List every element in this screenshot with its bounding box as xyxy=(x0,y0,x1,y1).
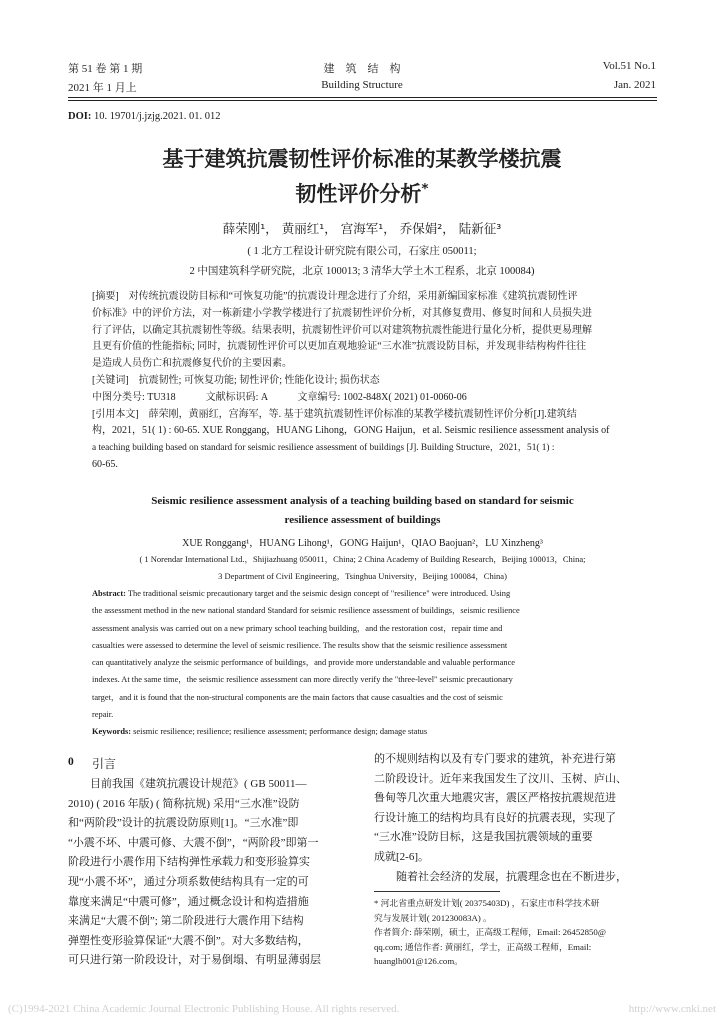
citation-line: a teaching building based on standard for seismic resilience assessment of buildings [J]. Building Structure，2021，51( 1) : xyxy=(92,443,555,454)
english-abstract-label: Abstract: xyxy=(92,589,126,598)
english-abstract-line: target，and it is found that the non-structural components are the main factors that cause casualties and the cost of seismic xyxy=(92,692,503,702)
body-line: “小震不坏、中震可修、大震不倒”，“两阶段”即第一 xyxy=(68,836,319,849)
body-line: 随着社会经济的发展，抗震理念也在不断进步， xyxy=(374,870,627,883)
body-left-column xyxy=(68,775,350,971)
english-abstract-line: Abstract: The traditional seismic precautionary target and the seismic design concept of "resilience" were introduced. Using xyxy=(92,589,511,598)
citation-line: 构，2021，51( 1) : 60-65. XUE Ronggang，HUANG Lihong，GONG Haijun，et al. Seismic resilience assessment analysis of xyxy=(92,425,610,437)
header-date-cn: 2021 年 1 月上 xyxy=(68,82,137,94)
footnote-line: 究与发展计划( 201230083A) 。 xyxy=(374,912,492,923)
citation-line: [引用本文] 薛荣刚，黄丽红，宫海军，等. 基于建筑抗震韧性评价标准的某教学楼抗震韧性评价分析[J].建筑结 xyxy=(92,408,577,420)
body-line: 弹塑性变形验算保证“大震不倒”。对大多数结构， xyxy=(68,934,309,947)
body-line: 的不规则结构以及有专门要求的建筑，补充进行第 xyxy=(374,753,616,765)
header-journal-cn: 建 筑 结 构 xyxy=(323,62,401,75)
body-line: 靠度来满足“中震可修”，通过概念设计和构造措施 xyxy=(68,895,309,908)
english-abstract-line: the assessment method in the new national standard Standard for seismic resilience assessment of buildings，seismic resilience xyxy=(92,606,520,616)
doi-value: 10. 19701/j.jzjg.2021. 01. 012 xyxy=(91,111,221,122)
header-volume-issue-cn: 第 51 卷 第 1 期 xyxy=(68,63,143,75)
header-rule-bottom xyxy=(68,100,657,101)
title-line-1: 基于建筑抗震韧性评价标准的某教学楼抗震 xyxy=(162,147,562,171)
abstract-cn-label: [摘要] xyxy=(92,291,119,302)
header-volume-issue-en: Vol.51 No.1 xyxy=(602,60,656,72)
footnote xyxy=(374,896,657,969)
english-keywords: Keywords: seismic resilience; resilience; resilience assessment; performance design; damage status xyxy=(92,727,428,737)
abstract-cn-line: 且更有价值的性能指标; 同时，抗震韧性评价可以更加直观地验证“三水准”抗震设防目标，并发现非结构构件往往 xyxy=(92,341,587,353)
body-line: 现“小震不坏”，通过分项系数使结构具有一定的可 xyxy=(68,875,309,888)
footnote-line: huanglh001@126.com。 xyxy=(374,956,463,966)
citation-line: 60-65. xyxy=(92,458,118,470)
body-right-column xyxy=(374,750,657,887)
footnote-line: 作者简介: 薛荣刚，硕士，正高级工程师，Email: 26452850@ xyxy=(374,927,606,937)
cnki-link[interactable]: http://www.cnki.net xyxy=(628,1003,716,1015)
english-title-line-2: resilience assessment of buildings xyxy=(284,514,441,526)
copyright-footer: (C)1994-2021 China Academic Journal Electronic Publishing House. All rights reserved. xyxy=(8,1003,400,1015)
english-keywords-label: Keywords: xyxy=(92,727,132,737)
english-title-line-1: Seismic resilience assessment analysis of a teaching building based on standard for seismic xyxy=(151,495,574,507)
body-line: 可只进行第一阶段设计，对于易倒塌、有明显薄弱层 xyxy=(68,954,321,967)
abstract-cn-line: 行了评估，以确定其抗震韧性等级。结果表明，抗震韧性评价可以对建筑物抗震性能进行量化分析，提供更易理解 xyxy=(92,324,592,336)
body-line: 成就[2-6]。 xyxy=(374,850,429,863)
keywords-cn-label: [关键词] xyxy=(92,374,129,386)
english-abstract-line: assessment analysis was carried out on a new primary school teaching building，and the restoration cost，repair time and xyxy=(92,623,503,633)
title-line-2-text: 韧性评价分析 xyxy=(295,182,422,206)
authors-cn: 薛荣刚¹， 黄丽红¹， 宫海军¹， 乔保娟²， 陆新征³ xyxy=(222,221,502,236)
citation-label: [引用本文] xyxy=(92,408,139,420)
body-line: “三水准”设防目标，这是我国抗震领域的重要 xyxy=(374,831,593,844)
header-rule-top xyxy=(68,97,657,98)
english-abstract xyxy=(92,585,658,741)
body-line: 来满足“大震不倒”; 第二阶段进行大震作用下结构 xyxy=(68,915,304,928)
footnote-line: * 河北省重点研发计划( 20375403D) ，石家庄市科学技术研 xyxy=(374,898,600,908)
abstract-cn-line: 价标准》中的评价方法，对一栋新建小学教学楼进行了抗震韧性评价分析，对其修复费用、修复时间和人员损失进 xyxy=(92,307,592,319)
title-line-2 xyxy=(60,174,664,209)
section-heading: 引言 xyxy=(92,757,117,771)
english-abstract-line: casualties were assessed to determine the level of seismic resilience. The results show that the seismic resilience assessment xyxy=(92,640,508,650)
english-affiliation-line-2: 3 Department of Civil Engineering，Tsinghua University，Beijing 100084，China) xyxy=(218,571,507,581)
english-abstract-line: indexes. At the same time，the seismic resilience assessment can more directly verify the "three-level" seismic precautionary xyxy=(92,675,513,685)
body-line: 2010) ( 2016 年版) ( 简称抗规) 采用“三水准”设防 xyxy=(68,797,300,810)
body-line: 行设计施工的结构均具有良好的抗震表现，实现了 xyxy=(374,811,616,824)
doi-label: DOI: xyxy=(68,111,92,122)
body-line: 二阶段设计。近年来我国发生了汶川、玉树、庐山、 xyxy=(374,772,627,785)
english-abstract-line: can quantitatively analyze the seismic performance of buildings，and provide more understandable and valuable performance xyxy=(92,658,516,668)
keywords-cn: [关键词] 抗震韧性; 可恢复功能; 韧性评价; 性能化设计; 损伤状态 xyxy=(92,374,380,386)
abstract-cn-line: [摘要] 对传统抗震设防目标和“可恢复功能”的抗震设计理念进行了介绍，采用新编国家标准《建筑抗震韧性评 xyxy=(92,291,578,302)
title-footnote-mark: * xyxy=(421,181,429,197)
header-journal-en: Building Structure xyxy=(321,79,403,91)
abstract-cn-line: 是造成人员伤亡和抗震修复代价的主要因素。 xyxy=(92,358,292,370)
body-line: 目前我国《建筑抗震设计规范》( GB 50011— xyxy=(68,778,307,790)
abstract-cn xyxy=(92,289,658,474)
section-number: 0 xyxy=(68,756,74,768)
body-line: 鲁甸等几次重大地震灾害，震区严格按抗震规范进 xyxy=(374,792,616,805)
affiliations-cn-line-1: ( 1 北方工程设计研究院有限公司，石家庄 050011; xyxy=(247,246,477,257)
footnote-line: qq.com; 通信作者: 黄丽红，学士，正高级工程师，Email: xyxy=(374,941,592,952)
doi xyxy=(68,111,221,122)
english-abstract-line: repair. xyxy=(92,710,114,720)
affiliations-cn-line-2: 2 中国建筑科学研究院，北京 100013; 3 清华大学土木工程系，北京 100084) xyxy=(189,266,535,277)
english-affiliation-line-1: ( 1 Norendar International Ltd.，Shijiazhuang 050011，China; 2 China Academy of Building Research，Beijing 100013，China; xyxy=(139,554,586,564)
footnote-rule xyxy=(374,891,500,892)
body-line: 阶段进行小震作用下结构弹性承载力和变形验算实 xyxy=(68,856,310,869)
classification-line: 中图分类号: TU318 文献标识码: A 文章编号: 1002-848X( 2021) 01-0060-06 xyxy=(92,391,467,403)
header-date-en: Jan. 2021 xyxy=(613,79,656,91)
body-line: 和“两阶段”设计的抗震设防原则[1]。“三水准”即 xyxy=(68,817,299,830)
english-authors: XUE Ronggang¹，HUANG Lihong¹，GONG Haijun¹，QIAO Baojuan²，LU Xinzheng³ xyxy=(182,538,543,549)
